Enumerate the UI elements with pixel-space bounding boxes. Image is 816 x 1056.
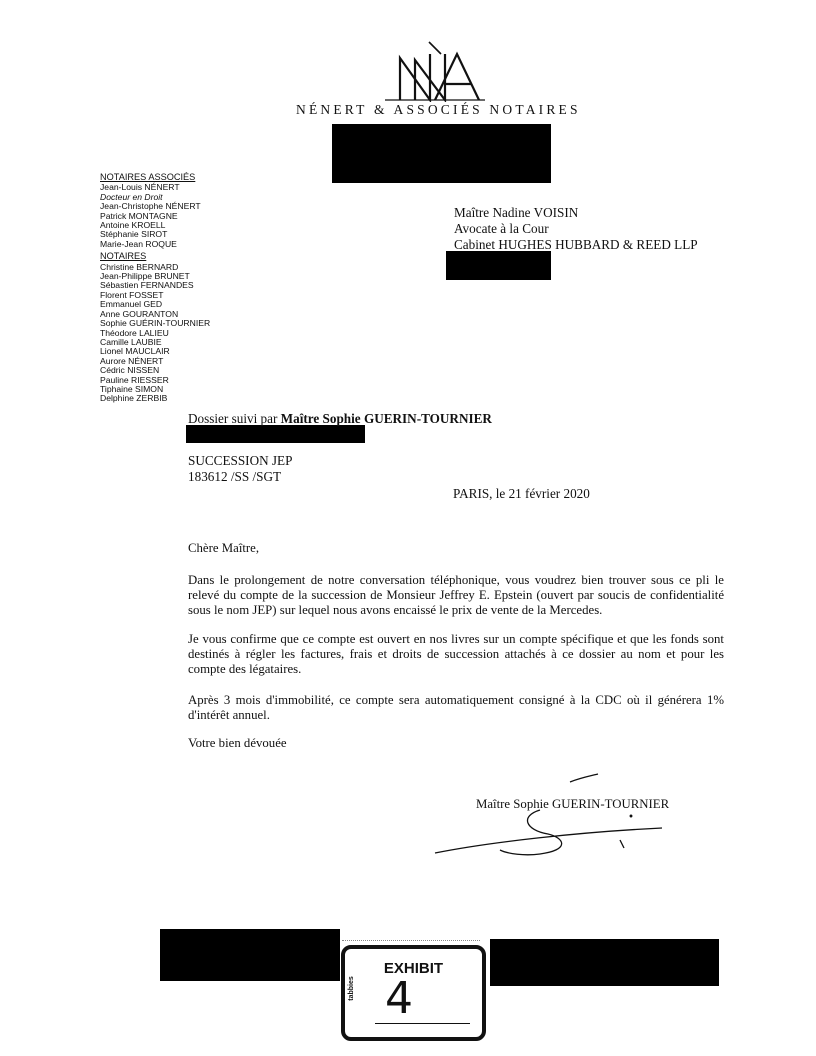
associate-name: Patrick MONTAGNE [100,210,178,221]
signature-name: Maître Sophie GUERIN-TOURNIER [476,797,670,811]
exhibit-number: 4 [385,973,413,1024]
notary-name: Sophie GUÉRIN-TOURNIER [100,318,211,329]
firm-logo [385,40,485,102]
redaction-block-footer-left [160,929,340,981]
notary-name: Florent FOSSET [100,289,164,300]
notary-name: Emmanuel GED [100,299,163,310]
associate-name: Stéphanie SIROT [100,229,168,240]
reference-title: SUCCESSION JEP [188,453,293,468]
dossier-line [188,411,492,427]
dossier-handler: Maître Sophie GUERIN-TOURNIER [280,411,492,426]
exhibit-stamp [341,945,486,1041]
date-line: PARIS, le 21 février 2020 [453,486,590,501]
addressee-title: Avocate à la Cour [454,221,549,236]
firm-name: NÉNERT & ASSOCIÉS NOTAIRES [296,102,581,117]
associate-name: Jean-Christophe NÉNERT [100,201,201,212]
notary-name: Delphine ZERBIB [100,393,168,404]
handwritten-signature [430,770,670,865]
notary-name: Lionel MAUCLAIR [100,346,170,357]
paragraph-3: Après 3 mois d'immobilité, ce compte sera automatiquement consigné à la CDC où il générera 1% d'intérêt annuel. [188,693,724,723]
dossier-prefix: Dossier suivi par [188,411,281,426]
paragraph-2: Je vous confirme que ce compte est ouvert en nos livres sur un compte spécifique et que les fonds sont destinés à régler les factures, frais et droits de succession attachés à ce dossier au nom et pour les compte des légataires. [188,632,724,677]
addressee-block [454,205,698,253]
notary-name: Cédric NISSEN [100,365,160,376]
notary-name: Pauline RIESSER [100,374,169,385]
paragraph-1: Dans le prolongement de notre conversation téléphonique, vous voudrez bien trouver sous ce pli le relevé du compte de la succession de Monsieur Jeffrey E. Epstein (ouvert par soucis de confidentialité sous le nom JEP) sur lequel nous avons encaissé le prix de vente de la Mercedes. [188,573,724,618]
exhibit-underline [375,1023,470,1024]
notary-name: Jean-Philippe BRUNET [100,271,190,282]
notary-name: Christine BERNARD [100,261,179,272]
notaries-heading: NOTAIRES [100,251,147,262]
closing: Votre bien dévouée [188,736,287,750]
exhibit-brand: tabbies [347,976,355,1001]
associates-heading: NOTAIRES ASSOCIÉS [100,172,196,182]
reference-number: 183612 /SS /SGT [188,469,282,484]
associate-name: Antoine KROELL [100,220,166,231]
notary-name: Tiphaine SIMON [100,383,164,394]
associate-name: Jean-Louis NÉNERT [100,182,180,193]
associate-name: Marie-Jean ROQUE [100,238,177,249]
reference-block [188,453,292,485]
notary-name: Théodore LALIEU [100,327,169,338]
redaction-block-header [332,124,551,183]
associate-title: Docteur en Droit [100,191,163,202]
addressee-firm: Cabinet HUGHES HUBBARD & REED LLP [454,237,698,252]
notary-name: Anne GOURANTON [100,308,179,319]
exhibit-title: EXHIBIT [383,960,444,977]
sidebar-notaries [100,173,210,404]
redaction-block-footer-right [490,939,719,986]
dotted-line [342,940,480,941]
notary-name: Aurore NÉNERT [100,355,164,366]
redaction-block-address [446,251,551,280]
notary-name: Camille LAUBIE [100,336,162,347]
greeting: Chère Maître, [188,541,260,555]
addressee-name: Maître Nadine VOISIN [454,205,579,220]
redaction-block-dossier [186,425,365,443]
notary-name: Sébastien FERNANDES [100,280,194,291]
